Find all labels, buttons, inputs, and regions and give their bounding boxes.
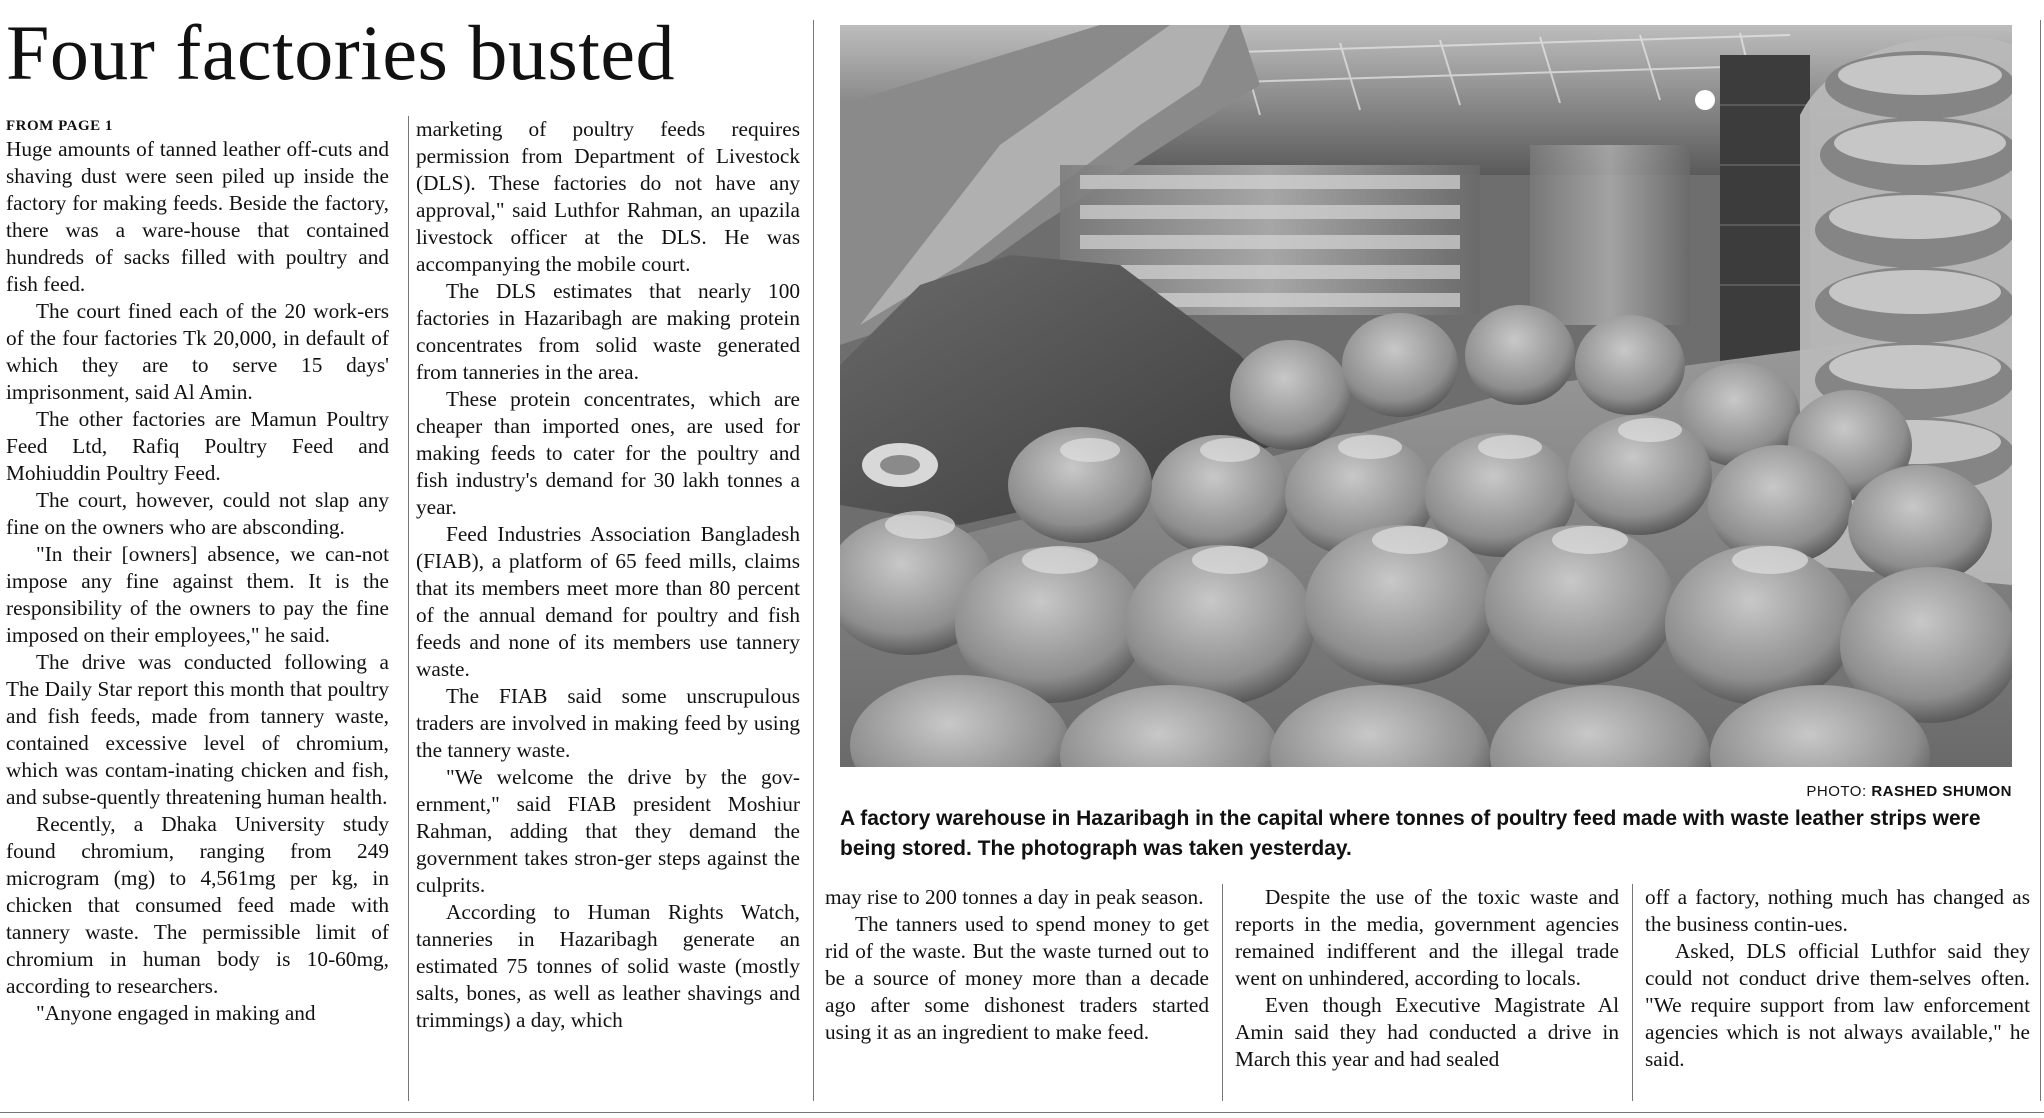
column-rule <box>1222 884 1223 1101</box>
article-column-4 <box>1235 884 1619 1073</box>
paragraph: Despite the use of the toxic waste and reports in the media, government agencies remained indifferent and the illegal trade went on unhindered, according to locals. <box>1235 885 1619 990</box>
column-rule <box>408 116 409 1101</box>
photo-credit-label: PHOTO: <box>1806 783 1867 800</box>
paragraph: off a factory, nothing much has changed as the business contin-ues. <box>1645 885 2030 936</box>
paragraph: Recently, a Dhaka University study found chromium, ranging from 249 microgram (mg) to 4,561mg per kg, in chicken that consumed feed made with tannery waste. The permissible limit of chromium in human body is 10-60mg, according to researchers. <box>6 812 389 998</box>
paragraph: According to Human Rights Watch, tanneries in Hazaribagh generate an estimated 75 tonnes of solid waste (mostly salts, bones, as well as leather shavings and trimmings) a day, which <box>416 900 800 1032</box>
paragraph: These protein concentrates, which are cheaper than imported ones, are used for making feeds to cater for the poultry and fish industry's demand for 30 lakh tonnes a year. <box>416 387 800 519</box>
paragraph: "We welcome the drive by the gov-ernment," said FIAB president Moshiur Rahman, adding that they demand the government takes stron-ger steps against the culprits. <box>416 765 800 897</box>
article-column-2 <box>416 116 800 1034</box>
paragraph: The DLS estimates that nearly 100 factories in Hazaribagh are making protein concentrates from solid waste generated from tanneries in the area. <box>416 279 800 384</box>
paragraph: The tanners used to spend money to get rid of the waste. But the waste turned out to be a source of money more than a decade ago after some dishonest traders started using it as an ingredient to make feed. <box>825 912 1209 1044</box>
article-column-5 <box>1645 884 2030 1073</box>
warehouse-photo-graphic <box>840 25 2012 767</box>
photo-credit <box>1806 783 2012 800</box>
paragraph: may rise to 200 tonnes a day in peak season. <box>825 885 1204 909</box>
paragraph: The drive was conducted following a The Daily Star report this month that poultry and fish feeds, made from tannery waste, contained excessive level of chromium, which was contam-inating chicken and fish, and subse-quently threatening human health. <box>6 650 389 809</box>
article-column-3 <box>825 884 1209 1046</box>
paragraph: Asked, DLS official Luthfor said they could not conduct drive them-selves often. "We require support from law enforcement agencies which is not always available," he said. <box>1645 939 2030 1071</box>
paragraph: The court, however, could not slap any fine on the owners who are absconding. <box>6 488 389 539</box>
paragraph: Huge amounts of tanned leather off-cuts and shaving dust were seen piled up inside the factory for making feeds. Beside the factory, there was a ware-house that contained hundreds of sacks filled with poultry and fish feed. <box>6 137 389 296</box>
article-column-1 <box>6 116 389 1027</box>
jump-kicker: FROM PAGE 1 <box>6 118 113 134</box>
paragraph: "In their [owners] absence, we can-not impose any fine against them. It is the responsibility of the owners to pay the fine imposed on their employees," he said. <box>6 542 389 647</box>
paragraph: The FIAB said some unscrupulous traders are involved in making feed by using the tannery waste. <box>416 684 800 762</box>
paragraph: The other factories are Mamun Poultry Feed Ltd, Rafiq Poultry Feed and Mohiuddin Poultry Feed. <box>6 407 389 485</box>
photo-credit-name: RASHED SHUMON <box>1871 783 2012 800</box>
column-rule <box>813 20 814 1101</box>
paragraph: The court fined each of the 20 work-ers of the four factories Tk 20,000, in default of which they are to serve 15 days' imprisonment, said Al Amin. <box>6 299 389 404</box>
page-edge-rule <box>2040 20 2041 1101</box>
column-rule <box>1632 884 1633 1101</box>
paragraph: marketing of poultry feeds requires permission from Department of Livestock (DLS). These factories do not have any approval," said Luthfor Rahman, an upazila livestock officer at the DLS. He was accompanying the mobile court. <box>416 117 800 276</box>
warehouse-photo <box>840 25 2012 767</box>
paragraph: Even though Executive Magistrate Al Amin said they had conducted a drive in March this year and had sealed <box>1235 993 1619 1071</box>
paragraph: Feed Industries Association Bangladesh (FIAB), a platform of 65 feed mills, claims that its members meet more than 80 percent of the annual demand for poultry and fish feeds and none of its members use tannery waste. <box>416 522 800 681</box>
headline: Four factories busted <box>6 9 676 96</box>
photo-caption: A factory warehouse in Hazaribagh in the capital where tonnes of poultry feed made with waste leather strips were being stored. The photograph was taken yesterday. <box>840 807 1981 860</box>
paragraph: "Anyone engaged in making and <box>36 1001 316 1025</box>
bottom-rule <box>0 1112 2044 1113</box>
